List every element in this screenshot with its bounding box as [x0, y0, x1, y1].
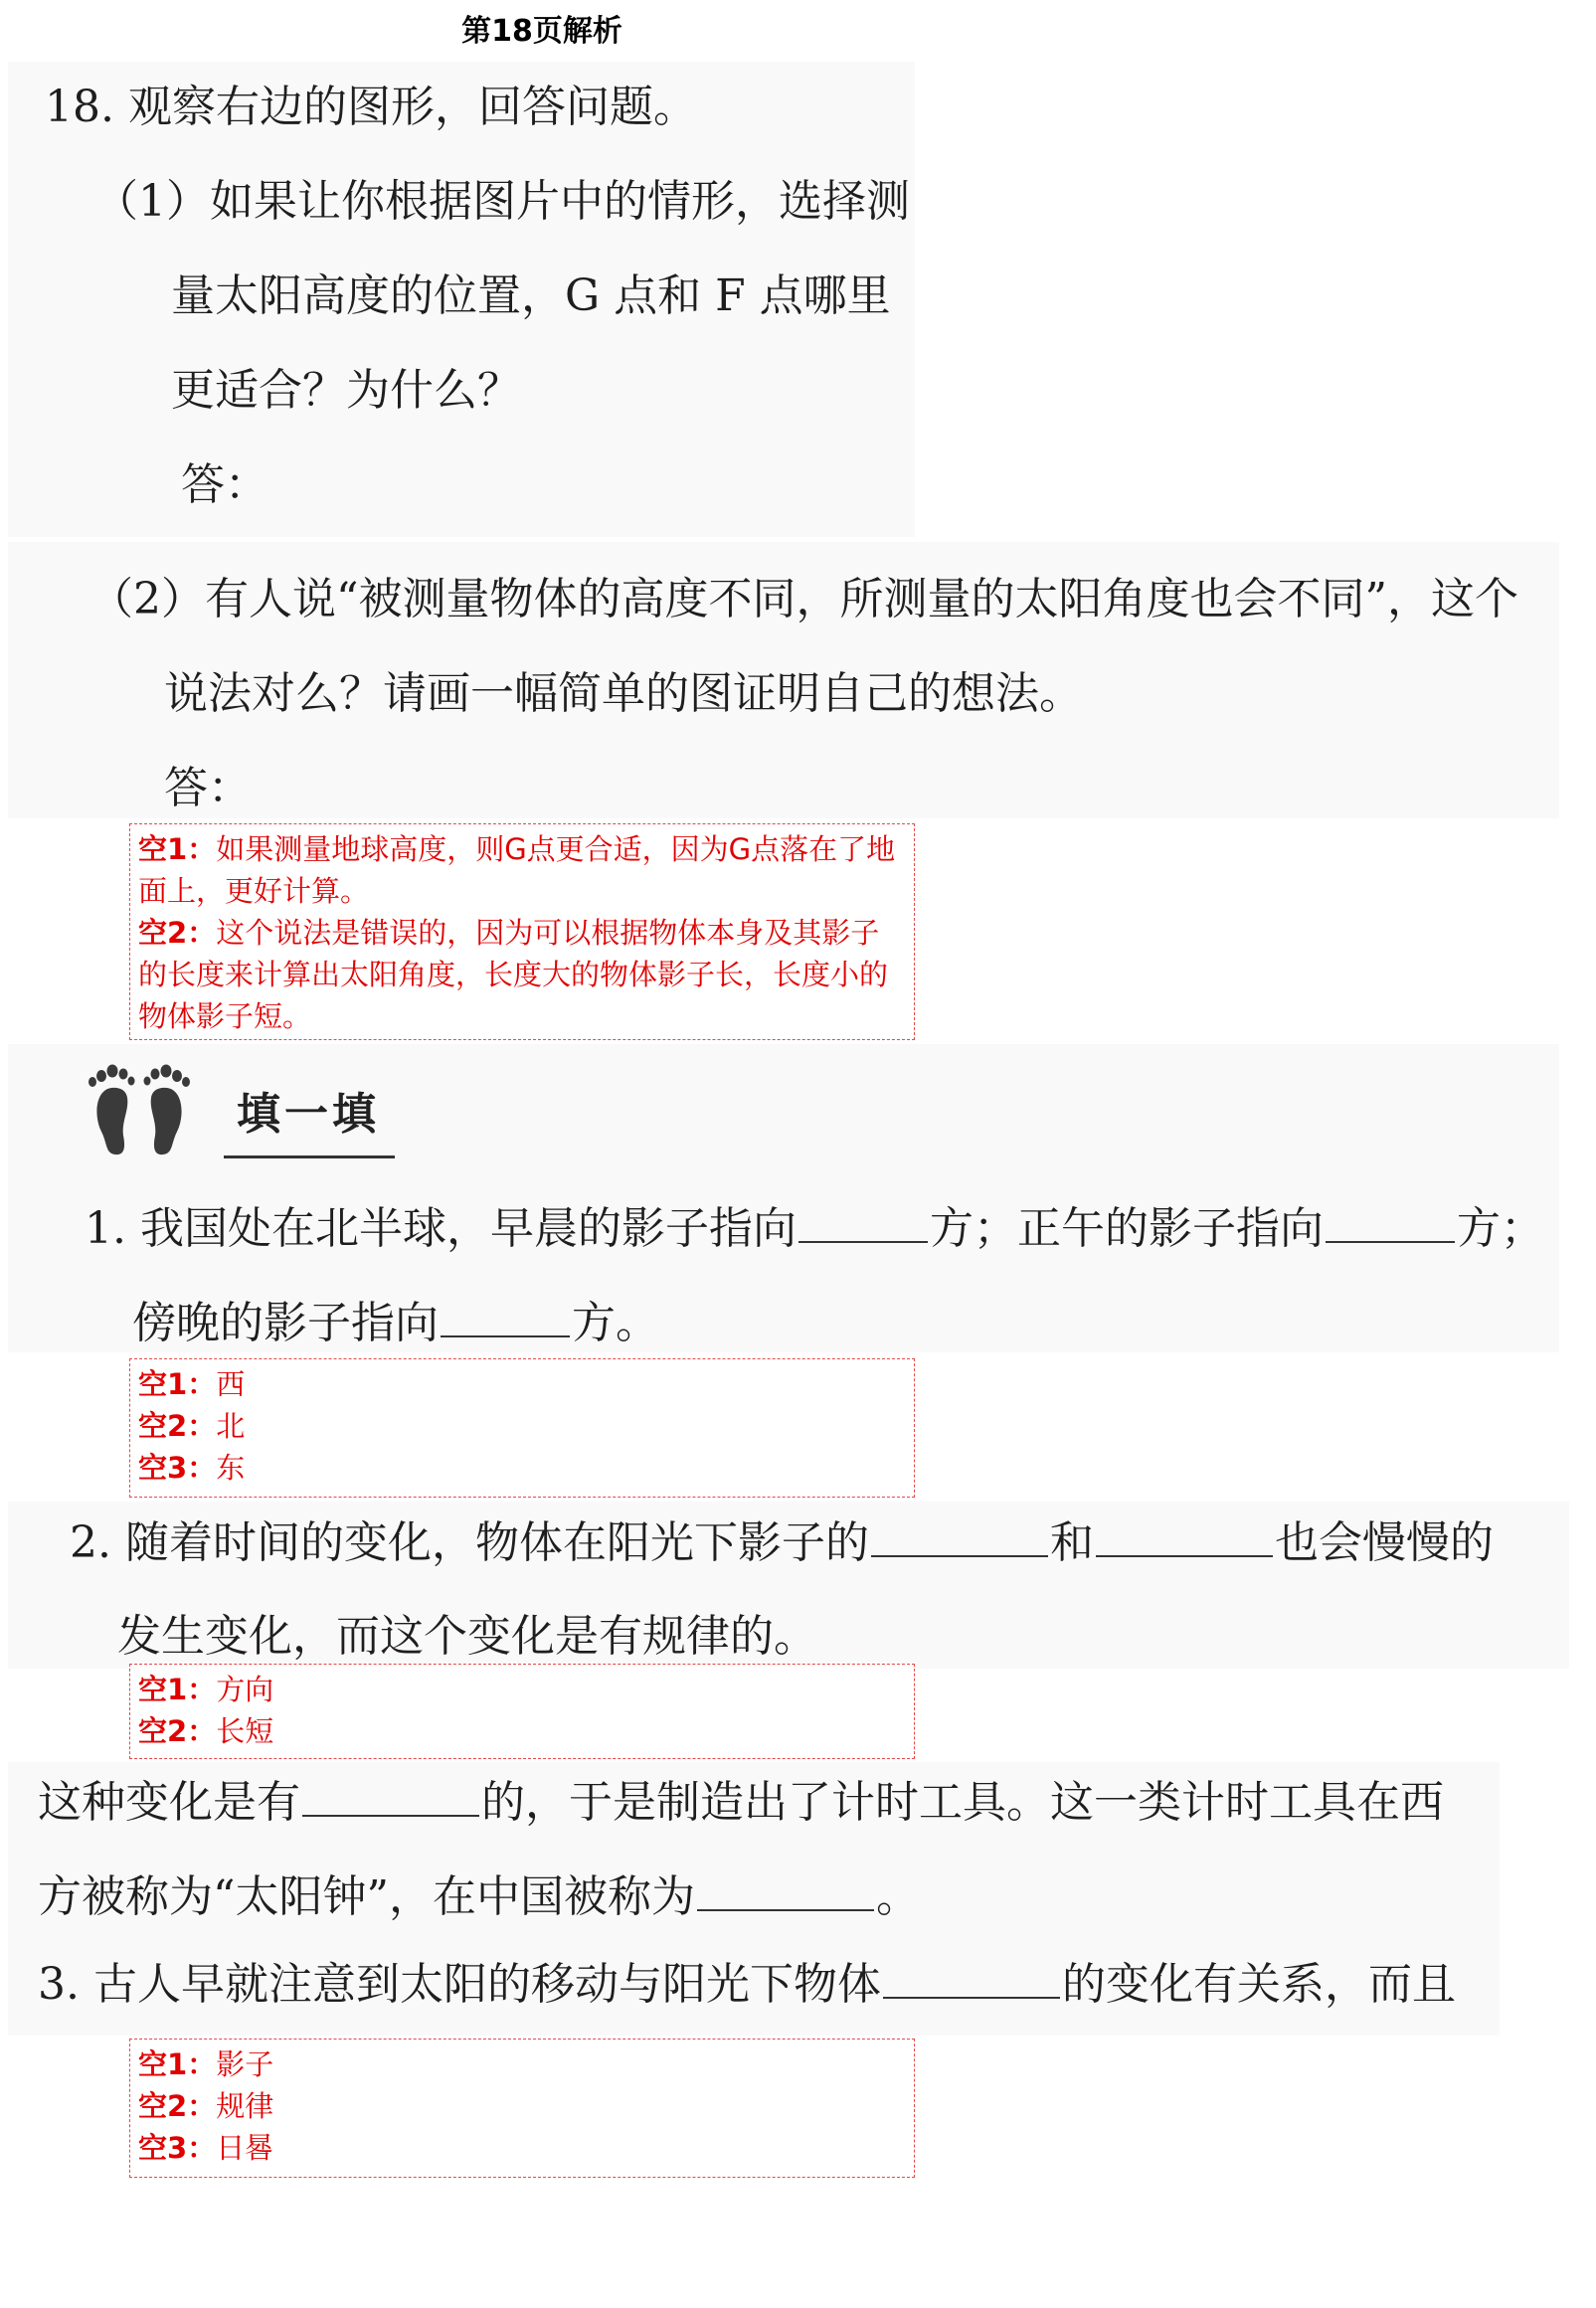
fill-1-text-b: 方；正午的影子指向: [929, 1203, 1324, 1254]
answer-text: 这个说法是错误的，因为可以根据物体本身及其影子的长度来计算出太阳角度，长度大的物体影子长，长度小的物体影子短。: [138, 916, 889, 1033]
answer-text: 如果测量地球高度，则G点更合适，因为G点落在了地面上，更好计算。: [138, 832, 896, 908]
question-18-part2-line2: 说法对么？请画一幅简单的图证明自己的想法。: [164, 668, 1083, 719]
answer-blank: [883, 1957, 1060, 1999]
fill-1-text-c: 方；: [1456, 1203, 1544, 1254]
answer-text: 长短: [216, 1714, 274, 1748]
answer-label: 空3：: [138, 2131, 217, 2165]
footprints-icon: [82, 1060, 201, 1159]
answer-text: 影子: [216, 2047, 274, 2081]
fill-2-line1: [70, 1515, 1494, 1571]
question-18-stem: 18. 观察右边的图形，回答问题。: [45, 82, 697, 132]
answer-box-fill-2: [129, 1664, 915, 1759]
question-18-part1-line1: （1）如果让你根据图片中的情形，选择测: [94, 176, 910, 227]
fill-3-line3: [38, 1957, 1456, 2013]
answer-text: 规律: [216, 2089, 274, 2123]
answer-label: 空2：: [138, 916, 217, 950]
question-18-part2-line1: （2）有人说“被测量物体的高度不同，所测量的太阳角度也会不同”，这个: [89, 574, 1518, 624]
answer-blank: [871, 1515, 1048, 1557]
answer-label: 空1：: [138, 1673, 217, 1706]
answer-label: 空1：: [138, 1367, 217, 1401]
fill-3-text-d: 。: [876, 1871, 920, 1922]
fill-3-text-c: 方被称为“太阳钟”，在中国被称为: [38, 1871, 695, 1922]
fill-3-text-a: 这种变化是有: [38, 1777, 300, 1828]
question-18-part1-line3: 更适合？为什么？: [171, 365, 521, 416]
answer-text: 方向: [216, 1673, 274, 1706]
section-title-underline: [224, 1155, 395, 1158]
answer-text: 西: [216, 1367, 246, 1401]
fill-3-text-e: 3. 古人早就注意到太阳的移动与阳光下物体: [38, 1959, 881, 2010]
fill-1-text-d: 傍晚的影子指向: [132, 1298, 439, 1348]
answer-text: 北: [216, 1409, 246, 1443]
answer-text: 东: [216, 1451, 246, 1485]
question-18-part1-answer-label: 答：: [181, 459, 268, 510]
question-18-part2-answer-label: 答：: [164, 763, 252, 813]
page-title: 第18页解析: [461, 14, 622, 49]
question-18-part1-line2: 量太阳高度的位置，G 点和 F 点哪里: [171, 270, 891, 321]
answer-blank: [798, 1201, 928, 1243]
fill-3-line1: [38, 1775, 1444, 1831]
fill-1-line2: [132, 1296, 659, 1351]
answer-item: [138, 2127, 906, 2169]
answer-box-fill-1: [129, 1358, 915, 1498]
answer-item: [138, 1669, 906, 1710]
fill-3-text-f: 的变化有关系，而且: [1061, 1959, 1456, 2010]
answer-item: [138, 1710, 906, 1752]
answer-item: [138, 1363, 906, 1405]
answer-item: [138, 2043, 906, 2085]
answer-label: 空3：: [138, 1451, 217, 1485]
fill-1-line1: [85, 1201, 1544, 1257]
fill-2-text-b: 和: [1049, 1517, 1094, 1568]
answer-blank: [1096, 1515, 1273, 1557]
answer-item: [138, 1405, 906, 1447]
answer-label: 空2：: [138, 1714, 217, 1748]
answer-blank: [1326, 1201, 1455, 1243]
answer-box-fill-3: [129, 2039, 915, 2178]
answer-label: 空2：: [138, 1409, 217, 1443]
fill-2-text-a: 2. 随着时间的变化，物体在阳光下影子的: [70, 1517, 869, 1568]
fill-1-text-a: 1. 我国处在北半球，早晨的影子指向: [85, 1203, 797, 1254]
answer-label: 空2：: [138, 2089, 217, 2123]
fill-2-line2: 发生变化，而这个变化是有规律的。: [117, 1611, 817, 1662]
fill-3-text-b: 的，于是制造出了计时工具。这一类计时工具在西: [481, 1777, 1444, 1828]
answer-item: [138, 2085, 906, 2127]
fill-3-line2: [38, 1869, 920, 1925]
answer-blank: [441, 1296, 570, 1337]
answer-item: [138, 1447, 906, 1489]
fill-2-text-c: 也会慢慢的: [1274, 1517, 1494, 1568]
fill-1-text-e: 方。: [572, 1298, 659, 1348]
answer-item: [138, 828, 906, 912]
section-title: 填一填: [237, 1089, 380, 1140]
answer-item: [138, 912, 906, 1037]
answer-blank: [697, 1869, 874, 1911]
answer-text: 日晷: [216, 2131, 274, 2165]
answer-blank: [302, 1775, 479, 1817]
answer-box-q18: [129, 823, 915, 1040]
answer-label: 空1：: [138, 832, 217, 866]
answer-label: 空1：: [138, 2047, 217, 2081]
